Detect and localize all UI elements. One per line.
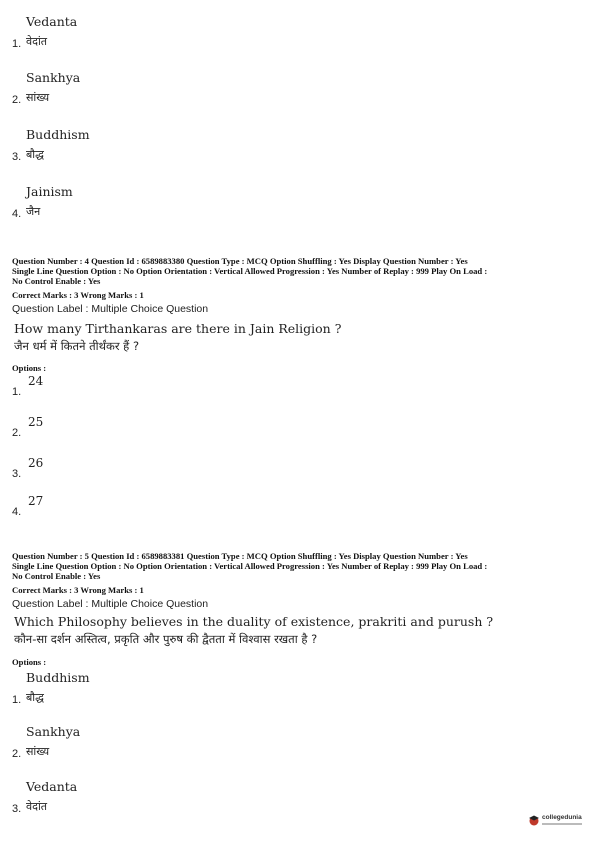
q5-meta-line-3: No Control Enable : Yes <box>12 571 101 581</box>
option-number: 4. <box>12 208 22 220</box>
q5-meta-line-1: Question Number : 5 Question Id : 6589883381 Question Type : MCQ Option Shuffling : Yes Display Question Number : Yes <box>12 551 468 561</box>
q4-question-label: Question Label : Multiple Choice Question <box>12 303 209 315</box>
option-hindi-text: बौद्ध <box>26 148 44 161</box>
option-hindi-text: वेदांत <box>26 800 48 813</box>
q4-meta-line-3: No Control Enable : Yes <box>12 276 101 286</box>
option-number: 4. <box>12 506 22 518</box>
q4-option-1 <box>12 374 572 400</box>
option-english-text: Sankhya <box>26 724 81 739</box>
option-hindi-text: बौद्ध <box>26 691 44 704</box>
option-number: 2. <box>12 748 22 760</box>
option-value: 24 <box>28 374 44 388</box>
q5-option-3 <box>12 777 572 821</box>
option-english-text: Vedanta <box>26 14 78 29</box>
option-value: 27 <box>28 494 44 508</box>
option-english-text: Buddhism <box>26 670 90 685</box>
q4-option-2 <box>12 415 572 441</box>
collegedunia-logo <box>528 812 590 830</box>
option-number: 2. <box>12 94 22 106</box>
q4-metadata <box>12 256 584 286</box>
q5-option-1 <box>12 668 572 712</box>
q5-metadata <box>12 551 584 581</box>
q4-option-4 <box>12 494 572 520</box>
q4-question-text-hindi: जैन धर्म में कितने तीर्थंकर हैं ? <box>14 339 140 353</box>
q5-meta-line-2: Single Line Question Option : No Option Orientation : Vertical Allowed Progression : Yes Number of Replay : 999 Play On Load : <box>12 561 488 571</box>
q4-option-3 <box>12 456 572 482</box>
option-value: 25 <box>28 415 44 429</box>
option-hindi-text: जैन <box>26 205 41 218</box>
prev-option-2 <box>12 68 572 112</box>
option-hindi-text: सांख्य <box>26 91 50 104</box>
option-number: 3. <box>12 151 22 163</box>
option-number: 2. <box>12 427 22 439</box>
prev-option-4 <box>12 182 572 226</box>
option-english-text: Jainism <box>26 184 73 199</box>
graduation-cap-icon <box>528 814 540 826</box>
option-english-text: Sankhya <box>26 70 81 85</box>
logo-name: collegedunia <box>542 814 582 821</box>
q4-meta-line-1: Question Number : 4 Question Id : 6589883380 Question Type : MCQ Option Shuffling : Yes Display Question Number : Yes <box>12 256 468 266</box>
option-value: 26 <box>28 456 44 470</box>
option-number: 3. <box>12 803 22 815</box>
q5-question-text-english: Which Philosophy believes in the duality of existence, prakriti and purush ? <box>14 614 494 629</box>
prev-option-3 <box>12 125 572 169</box>
logo-tagline <box>542 823 582 825</box>
option-number: 1. <box>12 38 22 50</box>
q5-options-label: Options : <box>12 657 47 667</box>
q5-option-2 <box>12 722 572 766</box>
option-number: 1. <box>12 694 22 706</box>
q5-question-text-hindi: कौन-सा दर्शन अस्तित्व, प्रकृति और पुरुष की द्वैतता में विश्वास रखता है ? <box>14 632 318 646</box>
q4-question-text-english: How many Tirthankaras are there in Jain Religion ? <box>14 321 342 336</box>
option-english-text: Vedanta <box>26 779 78 794</box>
prev-option-1 <box>12 12 572 56</box>
q5-marks: Correct Marks : 3 Wrong Marks : 1 <box>12 585 144 595</box>
q4-marks: Correct Marks : 3 Wrong Marks : 1 <box>12 290 144 300</box>
option-number: 1. <box>12 386 22 398</box>
q4-meta-line-2: Single Line Question Option : No Option Orientation : Vertical Allowed Progression : Yes Number of Replay : 999 Play On Load : <box>12 266 488 276</box>
option-hindi-text: वेदांत <box>26 35 48 48</box>
q5-question-label: Question Label : Multiple Choice Question <box>12 598 209 610</box>
option-hindi-text: सांख्य <box>26 745 50 758</box>
option-english-text: Buddhism <box>26 127 90 142</box>
q4-options-label: Options : <box>12 363 47 373</box>
option-number: 3. <box>12 468 22 480</box>
